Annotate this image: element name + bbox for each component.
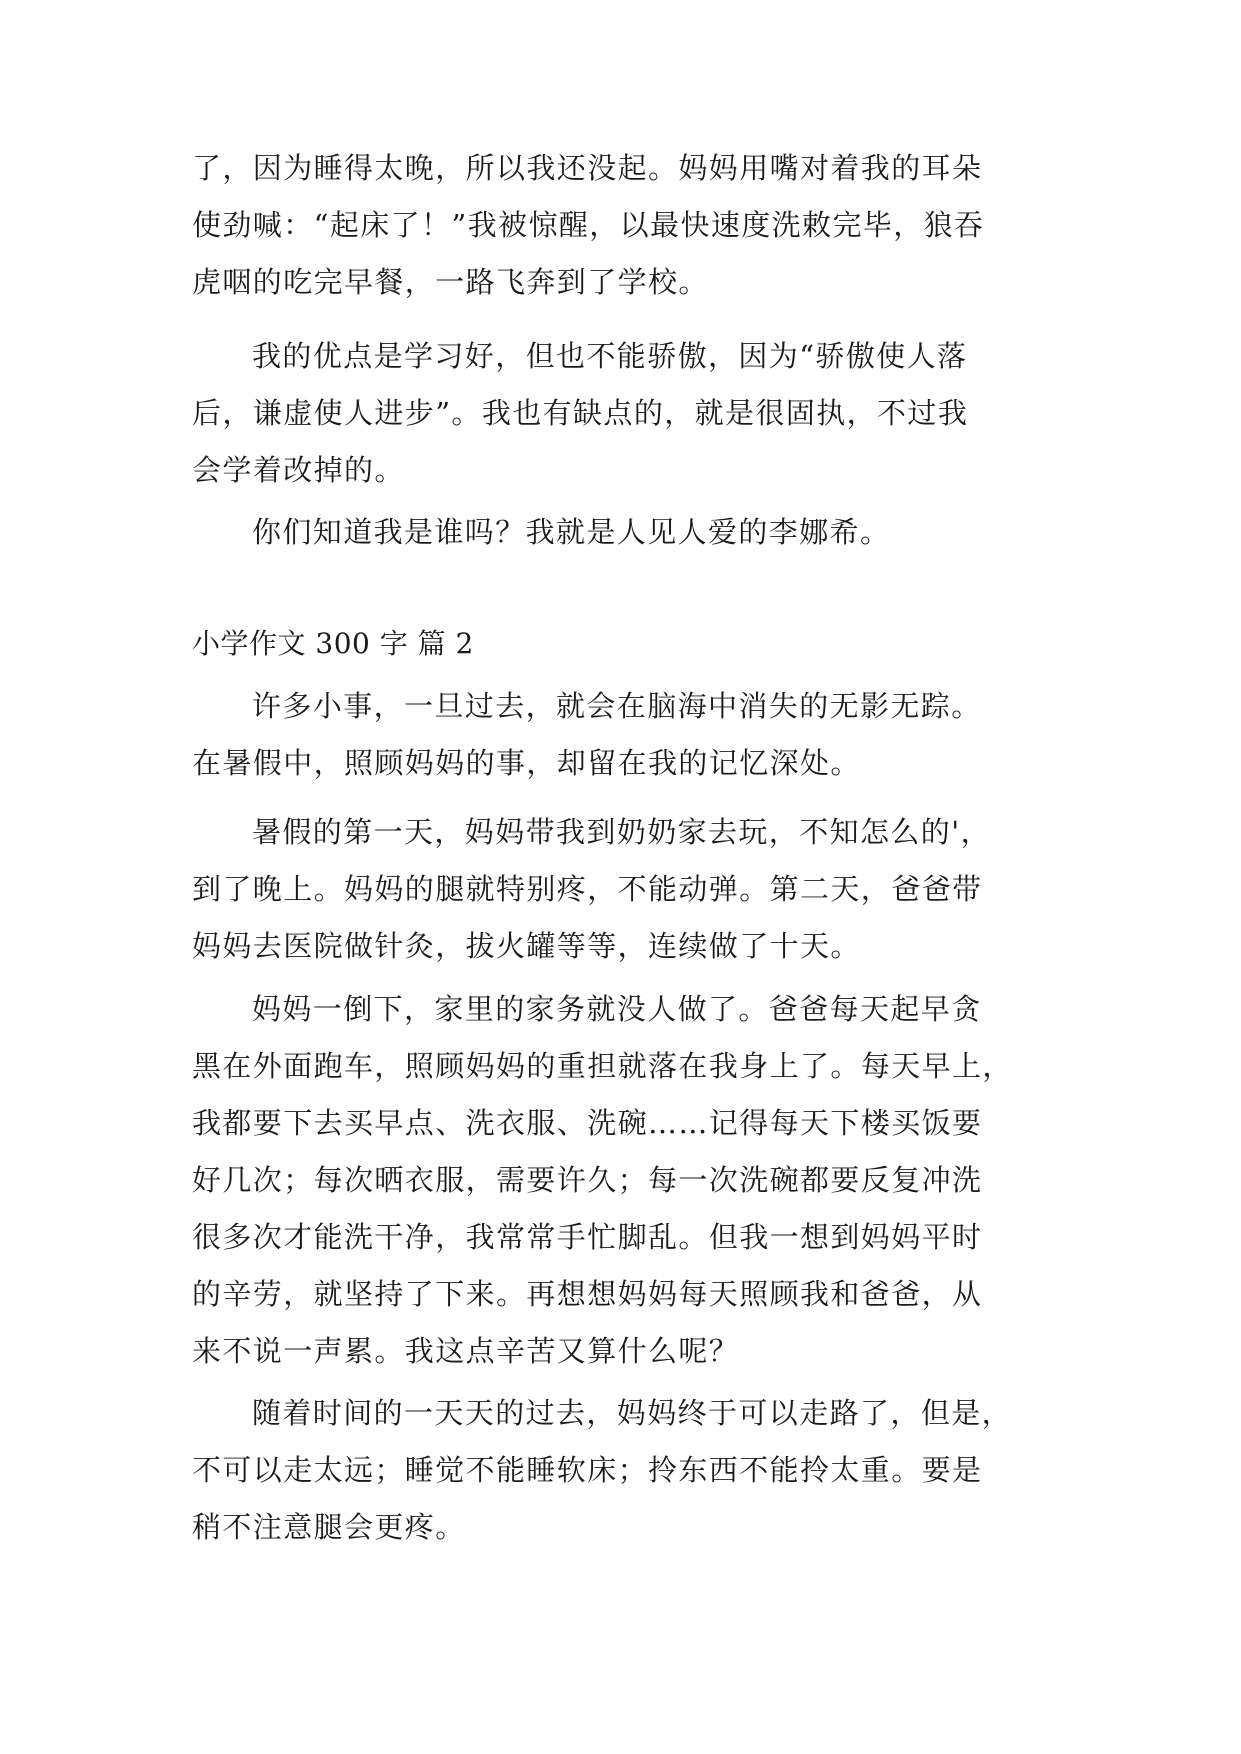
paragraph-line: 来不说一声累。我这点辛苦又算什么呢？	[192, 1334, 740, 1368]
paragraph-line: 到了晚上。妈妈的腿就特别疼，不能动弹。第二天，爸爸带	[192, 872, 983, 906]
paragraph-line: 稍不注意腿会更疼。	[192, 1510, 466, 1544]
paragraph-line: 你们知道我是谁吗？我就是人见人爱的李娜希。	[252, 515, 891, 549]
paragraph-line: 后，谦虚使人进步”。我也有缺点的，就是很固执，不过我	[192, 396, 969, 430]
section-heading: 小学作文 300 字 篇 2	[192, 627, 474, 660]
paragraph-line: 好几次；每次晒衣服，需要许久；每一次洗碗都要反复冲洗	[192, 1163, 983, 1197]
paragraph-line: 虎咽的吃完早餐，一路飞奔到了学校。	[192, 265, 709, 299]
paragraph-line: 不可以走太远；睡觉不能睡软床；拎东西不能拎太重。要是	[192, 1453, 983, 1487]
paragraph-line: 使劲喊：“起床了！”我被惊醒，以最快速度洗敕完毕，狼吞	[192, 208, 985, 242]
paragraph-line: 黑在外面跑车，照顾妈妈的重担就落在我身上了。每天早上，	[192, 1049, 1013, 1083]
paragraph-line: 会学着改掉的。	[192, 453, 405, 487]
paragraph-line: 很多次才能洗干净，我常常手忙脚乱。但我一想到妈妈平时	[192, 1220, 983, 1254]
paragraph-line: 许多小事，一旦过去，就会在脑海中消失的无影无踪。	[252, 689, 982, 723]
paragraph-line: 的辛劳，就坚持了下来。再想想妈妈每天照顾我和爸爸，从	[192, 1277, 983, 1311]
paragraph-line: 我的优点是学习好，但也不能骄傲，因为“骄傲使人落	[252, 339, 968, 373]
paragraph-line: 随着时间的一天天的过去，妈妈终于可以走路了，但是，	[252, 1396, 1013, 1430]
paragraph-line: 妈妈去医院做针灸，拔火罐等等，连续做了十天。	[192, 929, 861, 963]
paragraph-line: 我都要下去买早点、洗衣服、洗碗……记得每天下楼买饭要	[192, 1106, 983, 1140]
paragraph-line: 了，因为睡得太晚，所以我还没起。妈妈用嘴对着我的耳朵	[192, 151, 983, 185]
paragraph-line: 妈妈一倒下，家里的家务就没人做了。爸爸每天起早贪	[252, 992, 982, 1026]
paragraph-line: 暑假的第一天，妈妈带我到奶奶家去玩，不知怎么的'，	[252, 815, 991, 849]
paragraph-line: 在暑假中，照顾妈妈的事，却留在我的记忆深处。	[192, 746, 861, 780]
